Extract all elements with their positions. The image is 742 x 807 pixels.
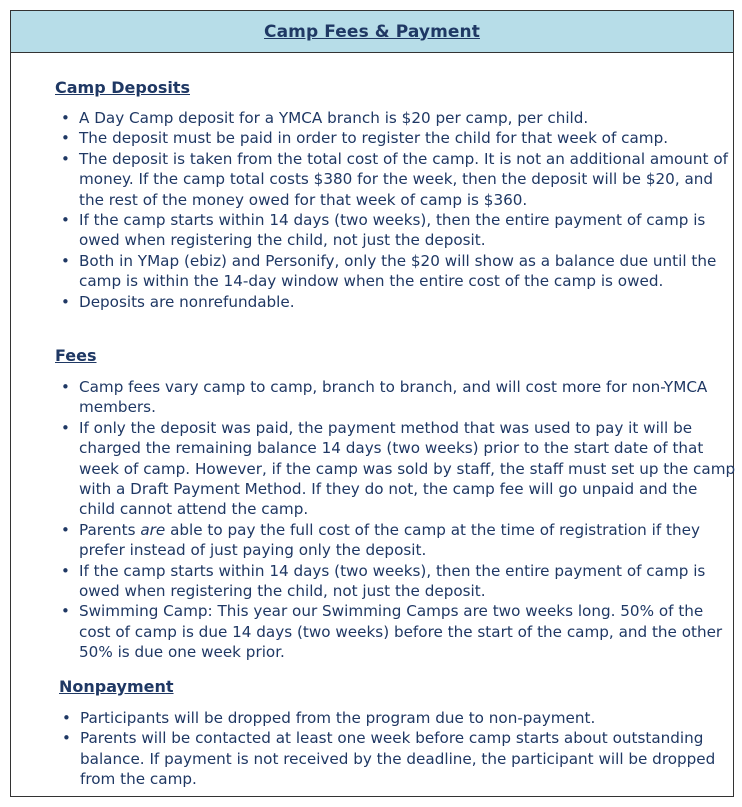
- list-item: • Both in YMap (ebiz) and Personify, only the $20 will show as a balance due until the camp is within the 14-day window when the entire cost of the camp is owed.: [56, 251, 736, 292]
- list-item: [56, 520, 736, 561]
- section-heading-nonpayment: Nonpayment: [59, 677, 174, 696]
- section-heading-fees: Fees: [55, 346, 97, 365]
- list-item: • Swimming Camp: This year our Swimming Camps are two weeks long. 50% of the cost of camp is due 14 days (two weeks) before the start of the camp, and the other 50% is due one week prior.: [56, 601, 736, 662]
- document-frame: [10, 10, 734, 797]
- fees-list: [56, 377, 736, 663]
- section-heading-camp-deposits: Camp Deposits: [55, 78, 190, 97]
- list-item: • A Day Camp deposit for a YMCA branch is $20 per camp, per child.: [56, 108, 736, 128]
- emphasis-text: are: [140, 520, 166, 539]
- list-item: • Participants will be dropped from the program due to non-payment.: [57, 708, 737, 728]
- list-item: • The deposit is taken from the total cost of the camp. It is not an additional amount of money. If the camp total costs $380 for the week, then the deposit will be $20, and the rest of the money owed for that week of camp is $360.: [56, 149, 736, 210]
- list-item: • If the camp starts within 14 days (two weeks), then the entire payment of camp is owed when registering the child, not just the deposit.: [56, 210, 736, 251]
- list-item: • If only the deposit was paid, the payment method that was used to pay it will be charged the remaining balance 14 days (two weeks) prior to the start date of that week of camp. However, if the camp was sold by staff, the staff must set up the camp with a Draft Payment Method. If they do not, the camp fee will go unpaid and the child cannot attend the camp.: [56, 418, 736, 520]
- list-item: • Camp fees vary camp to camp, branch to branch, and will cost more for non-YMCA members.: [56, 377, 736, 418]
- camp-deposits-list: [56, 108, 736, 312]
- item-text: able to pay the full cost of the camp at the time of registration if they prefer instead of just paying only the deposit.: [79, 520, 700, 560]
- title-bar: [11, 11, 733, 53]
- nonpayment-list: [57, 708, 737, 790]
- list-item: • The deposit must be paid in order to register the child for that week of camp.: [56, 128, 736, 148]
- page-title: Camp Fees & Payment: [264, 21, 480, 42]
- list-item: • If the camp starts within 14 days (two weeks), then the entire payment of camp is owed when registering the child, not just the deposit.: [56, 561, 736, 602]
- list-item: • Deposits are nonrefundable.: [56, 292, 736, 312]
- list-item: • Parents will be contacted at least one week before camp starts about outstanding balance. If payment is not received by the deadline, the participant will be dropped from the camp.: [57, 728, 737, 789]
- item-text: Parents: [79, 520, 141, 539]
